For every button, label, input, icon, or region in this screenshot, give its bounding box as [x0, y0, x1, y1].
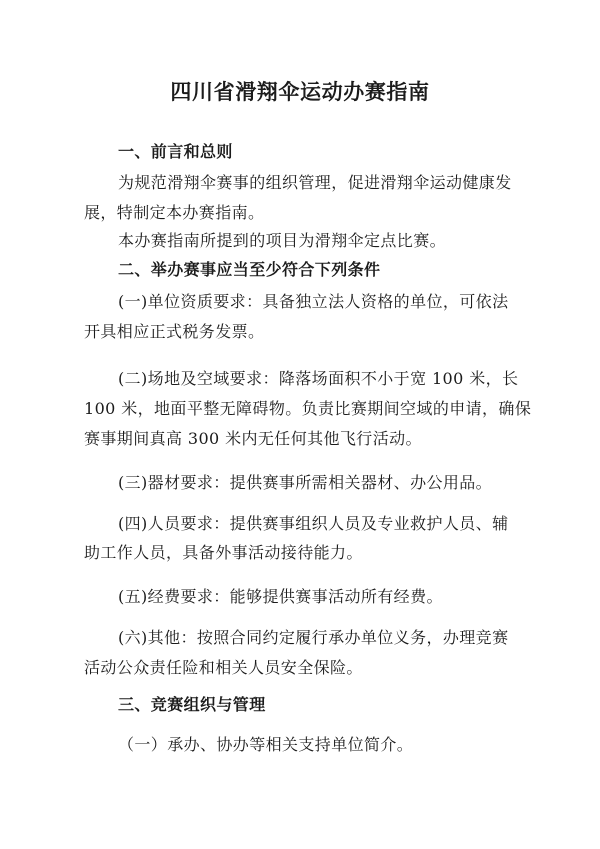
paragraph-line: (六)其他：按照合同约定履行承办单位义务，办理竞赛	[118, 628, 509, 647]
paragraph-line: (一)单位资质要求：具备独立法人资格的单位，可依法	[118, 292, 509, 311]
paragraph-line: (二)场地及空域要求：降落场面积不小于宽 100 米，长	[118, 369, 519, 388]
paragraph-line: 活动公众责任险和相关人员安全保险。	[84, 658, 363, 677]
paragraph-line: (四)人员要求：提供赛事组织人员及专业救护人员、辅	[118, 514, 509, 533]
paragraph-line: （一）承办、协办等相关支持单位简介。	[118, 735, 414, 754]
paragraph-line: 本办赛指南所提到的项目为滑翔伞定点比赛。	[118, 231, 447, 250]
paragraph-line: 100 米，地面平整无障碍物。负责比赛期间空域的申请，确保	[84, 399, 532, 418]
paragraph-line: 开具相应正式税务发票。	[84, 322, 265, 341]
paragraph-line: 助工作人员，具备外事活动接待能力。	[84, 543, 363, 562]
paragraph-line: (五)经费要求：能够提供赛事活动所有经费。	[118, 587, 443, 606]
document-title: 四川省滑翔伞运动办赛指南	[170, 79, 430, 104]
paragraph-line: (三)器材要求：提供赛事所需相关器材、办公用品。	[118, 473, 493, 492]
section-heading: 一、前言和总则	[118, 142, 233, 161]
paragraph-line: 为规范滑翔伞赛事的组织管理，促进滑翔伞运动健康发	[118, 173, 512, 192]
paragraph-line: 赛事期间真高 300 米内无任何其他飞行活动。	[84, 429, 422, 448]
section-heading: 三、竞赛组织与管理	[118, 695, 266, 714]
section-heading: 二、举办赛事应当至少符合下列条件	[118, 260, 381, 279]
paragraph-line: 展，特制定本办赛指南。	[84, 203, 265, 222]
